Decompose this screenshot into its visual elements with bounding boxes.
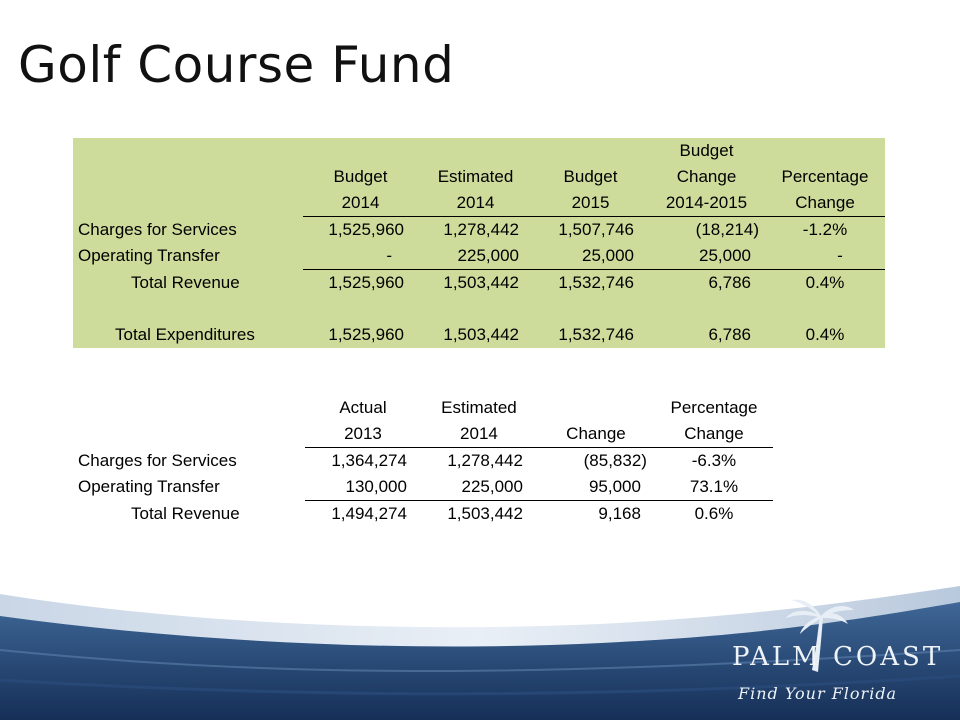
header-cell (73, 164, 303, 190)
value-cell: 95,000 (537, 474, 655, 501)
value-cell: -6.3% (691, 451, 737, 470)
value-cell: 73.1% (655, 474, 773, 501)
header-cell: Budget (563, 167, 618, 186)
header-cell: Change (765, 190, 885, 217)
header-cell: Budget (679, 141, 734, 160)
table-row (73, 501, 773, 528)
value-cell: - (765, 243, 885, 270)
value-cell: 1,494,274 (331, 504, 407, 523)
value-cell: 9,168 (598, 504, 641, 523)
row-label: Total Revenue (131, 272, 240, 292)
row-label: Operating Transfer (78, 246, 220, 266)
actual-header-row (73, 395, 773, 421)
value-cell: 1,532,746 (558, 273, 634, 292)
row-label: Operating Transfer (78, 477, 220, 497)
spacer-row (73, 296, 885, 322)
header-cell: Change (655, 421, 773, 448)
header-cell: Estimated (441, 398, 517, 417)
header-cell: 2014 (421, 421, 537, 448)
header-cell: Budget (333, 167, 388, 186)
header-cell: 2014-2015 (648, 190, 765, 217)
table-row (73, 448, 773, 475)
header-cell: Change (676, 167, 737, 186)
header-cell (303, 138, 418, 164)
header-cell: 2013 (305, 421, 421, 448)
header-cell (533, 138, 648, 164)
header-cell (765, 138, 885, 164)
value-cell: 25,000 (648, 243, 765, 270)
value-cell: 225,000 (421, 474, 537, 501)
logo-tagline: Find Your Florida (738, 684, 898, 703)
value-cell: 1,364,274 (331, 451, 407, 470)
header-cell (73, 395, 305, 421)
value-cell: 1,507,746 (558, 220, 634, 239)
value-cell: 1,278,442 (443, 220, 519, 239)
value-cell: (18,214) (695, 220, 759, 239)
value-cell: 0.4% (805, 273, 845, 292)
value-cell: 0.4% (805, 325, 845, 344)
slide-title: Golf Course Fund (18, 36, 455, 94)
header-cell: Percentage (670, 398, 758, 417)
table-row (73, 474, 773, 501)
header-cell (537, 395, 655, 421)
header-cell (73, 190, 303, 217)
value-cell: 1,278,442 (447, 451, 523, 470)
value-cell: 1,503,442 (447, 504, 523, 523)
row-label: Total Expenditures (115, 325, 255, 344)
table-row (73, 322, 885, 348)
header-cell (418, 138, 533, 164)
logo-name: PALM COAST (732, 642, 944, 672)
budget-header-row (73, 164, 885, 190)
value-cell: 1,503,442 (443, 273, 519, 292)
value-cell: 25,000 (533, 243, 648, 270)
row-label: Total Revenue (131, 503, 240, 523)
header-cell (73, 421, 305, 448)
header-cell: Change (537, 421, 655, 448)
header-cell: Actual (339, 398, 387, 417)
value-cell: - (303, 243, 418, 270)
header-cell: Percentage (781, 167, 869, 186)
value-cell: -1.2% (802, 220, 848, 239)
row-label: Charges for Services (78, 219, 237, 239)
value-cell: 1,525,960 (328, 220, 404, 239)
row-label: Charges for Services (78, 450, 237, 470)
value-cell: 1,503,442 (443, 325, 519, 344)
header-cell: 2015 (533, 190, 648, 217)
header-cell: 2014 (418, 190, 533, 217)
value-cell: 1,532,746 (558, 325, 634, 344)
value-cell: 130,000 (305, 474, 421, 501)
budget-table (73, 138, 885, 348)
table-row (73, 243, 885, 270)
value-cell: 6,786 (708, 273, 751, 292)
table-row (73, 270, 885, 297)
actual-table (73, 395, 773, 527)
value-cell: 225,000 (418, 243, 533, 270)
value-cell: 0.6% (694, 504, 734, 523)
value-cell: 6,786 (708, 325, 751, 344)
header-cell: Estimated (437, 167, 514, 186)
header-cell (73, 138, 303, 164)
budget-header-row (73, 138, 885, 164)
table-row (73, 217, 885, 244)
value-cell: 1,525,960 (328, 325, 404, 344)
header-cell: 2014 (303, 190, 418, 217)
value-cell: 1,525,960 (328, 273, 404, 292)
budget-header-row (73, 190, 885, 217)
actual-header-row (73, 421, 773, 448)
value-cell: (85,832) (583, 451, 647, 470)
